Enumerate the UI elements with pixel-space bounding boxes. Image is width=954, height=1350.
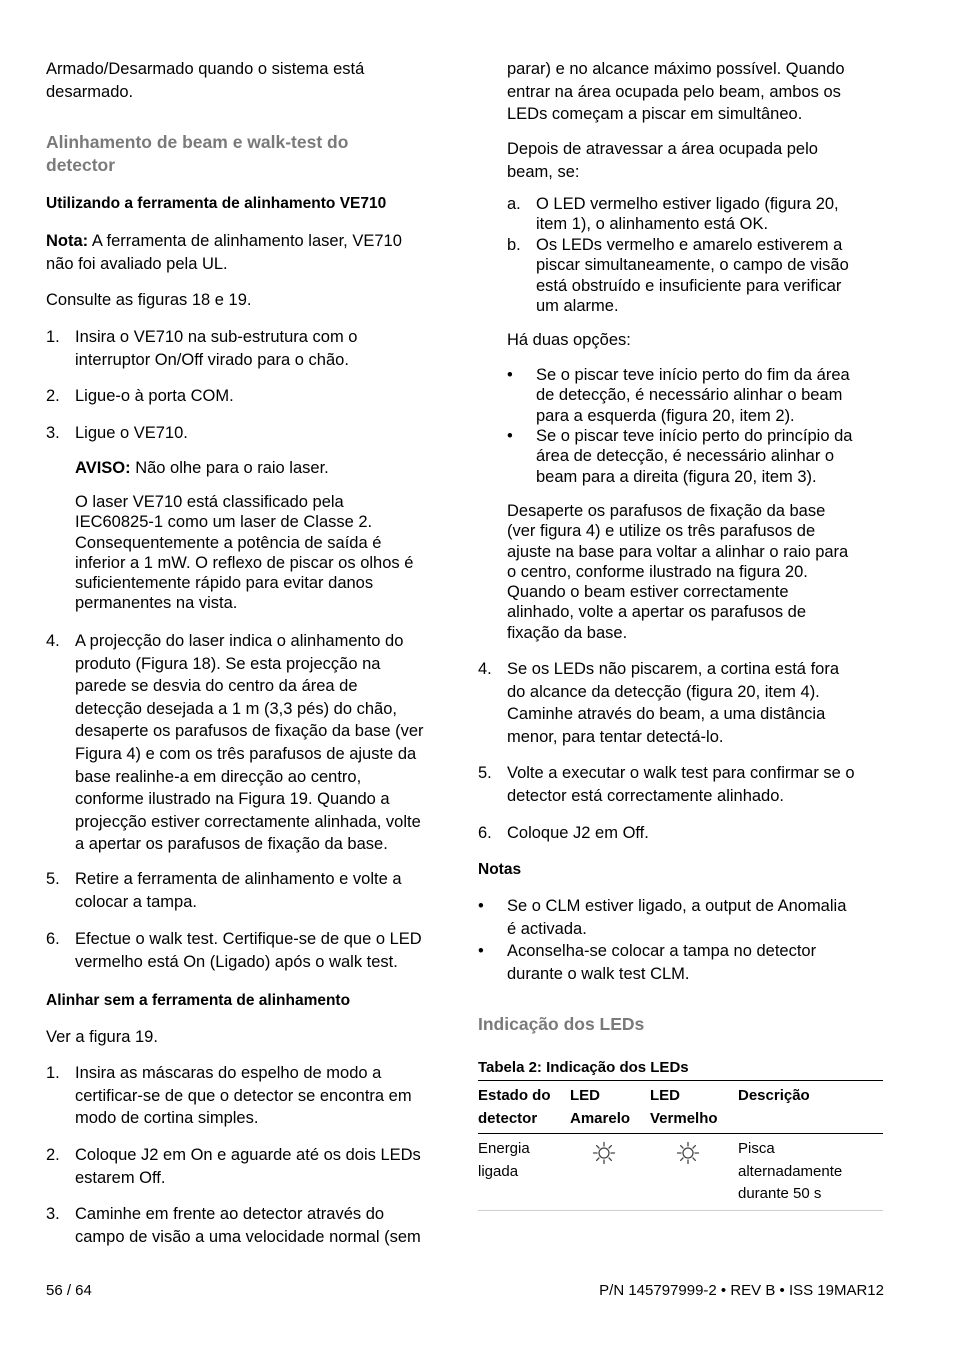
- list-item: • Se o piscar teve início perto do princípio da área de detecção, é necessário alinhar o beam para a direita (figura 20, item 3).: [507, 427, 853, 486]
- list-item: 2. Ligue-o à porta COM.: [46, 387, 234, 405]
- header-led-amarelo: LED Amarelo: [570, 1087, 631, 1127]
- subheading-tool: Utilizando a ferramenta de alinhamento VE710: [46, 195, 387, 212]
- led-flashing-icon: [592, 1141, 616, 1165]
- header-descricao: Descrição: [738, 1087, 810, 1104]
- list-item: 5. Volte a executar o walk test para confirmar se o detector está correctamente alinhado.: [478, 764, 855, 805]
- list-item: b. Os LEDs vermelho e amarelo estiverem a piscar simultaneamente, o campo de visão está obstruído e insuficiente para verificar um alarme.: [507, 236, 849, 315]
- consulte-paragraph: Consulte as figuras 18 e 19.: [46, 291, 252, 309]
- aviso-paragraph: AVISO: Não olhe para o raio laser.: [75, 459, 329, 477]
- ver-paragraph: Ver a figura 19.: [46, 1028, 158, 1046]
- cell-estado: Energia ligada: [478, 1140, 530, 1180]
- cell-amarelo: [570, 1134, 650, 1211]
- intro-paragraph: Armado/Desarmado quando o sistema está desarmado.: [46, 60, 365, 101]
- depois-paragraph: Depois de atravessar a área ocupada pelo beam, se:: [507, 140, 818, 181]
- led-table: [478, 1080, 883, 1211]
- list-item: 6. Efectue o walk test. Certifique-se de que o LED vermelho está On (Ligado) após o walk test.: [46, 930, 422, 971]
- desaperte-paragraph: Desaperte os parafusos de fixação da base (ver figura 4) e utilize os três parafusos de ajuste na base para voltar a alinhar o raio para o centro, conforme ilustrado na figura 20. Quando o beam estiver correctamente alinhado, volte a apertar os parafusos de fixação da base.: [507, 502, 849, 642]
- header-estado: Estado do detector: [478, 1087, 551, 1127]
- table-row: [478, 1134, 883, 1211]
- section-heading-leds: Indicação dos LEDs: [478, 1014, 645, 1034]
- page-number: 56 / 64: [46, 1282, 92, 1299]
- list-item: • Se o piscar teve início perto do fim da área de detecção, é necessário alinhar o beam para a esquerda (figura 20, item 2).: [507, 366, 850, 425]
- list-item: 3. Caminhe em frente ao detector através do campo de visão a uma velocidade normal (sem: [46, 1205, 421, 1246]
- cell-vermelho: [650, 1134, 738, 1211]
- table-caption: Tabela 2: Indicação dos LEDs: [478, 1059, 689, 1076]
- continuation-paragraph: parar) e no alcance máximo possível. Quando entrar na área ocupada pelo beam, ambos os LEDs começam a piscar em simultâneo.: [507, 60, 845, 124]
- list-item: • Aconselha-se colocar a tampa no detector durante o walk test CLM.: [478, 942, 817, 983]
- header-led-vermelho: LED Vermelho: [650, 1087, 718, 1127]
- subheading-without-tool: Alinhar sem a ferramenta de alinhamento: [46, 992, 351, 1009]
- led-flashing-icon: [676, 1141, 700, 1165]
- list-item: 1. Insira as máscaras do espelho de modo a certificar-se de que o detector se encontra em modo de cortina simples.: [46, 1064, 412, 1128]
- section-heading-alignment: Alinhamento de beam e walk-test do detector: [46, 132, 349, 175]
- table-header-row: [478, 1081, 883, 1134]
- ha-duas-paragraph: Há duas opções:: [507, 331, 631, 349]
- nota-paragraph: Nota: A ferramenta de alinhamento laser, VE710 não foi avaliado pela UL.: [46, 232, 402, 273]
- list-item: 1. Insira o VE710 na sub-estrutura com o interruptor On/Off virado para o chão.: [46, 328, 358, 369]
- list-item: • Se o CLM estiver ligado, a output de Anomalia é activada.: [478, 897, 847, 938]
- part-number: P/N 145797999-2 • REV B • ISS 19MAR12: [599, 1282, 884, 1299]
- list-item: 5. Retire a ferramenta de alinhamento e volte a colocar a tampa.: [46, 870, 402, 911]
- notas-title: Notas: [478, 861, 522, 878]
- led-table-wrapper: [478, 1080, 884, 1211]
- list-item: 3. Ligue o VE710.: [46, 424, 188, 442]
- list-item: 2. Coloque J2 em On e aguarde até os dois LEDs estarem Off.: [46, 1146, 421, 1187]
- list-item: 4. A projecção do laser indica o alinhamento do produto (Figura 18). Se esta projecção na parede se desvia do centro da área de detecção desejada a 1 m (3,3 pés) do chão, desaperte os parafusos de fixação da base (ver Figura 4) e com os três parafusos de ajuste da base realinhe-a em direcção ao centro, conforme ilustrado na Figura 19. Quando a projecção estiver correctamente alinhada, volte a apertar os parafusos de fixação da base.: [46, 632, 424, 854]
- list-item: 4. Se os LEDs não piscarem, a cortina está fora do alcance da detecção (figura 20, item 4). Caminhe através do beam, a uma distância menor, para tentar detectá-lo.: [478, 660, 839, 746]
- list-item: 6. Coloque J2 em Off.: [478, 824, 649, 842]
- laser-paragraph: O laser VE710 está classificado pela IEC60825-1 como um laser de Classe 2. Consequentemente a potência de saída é inferior a 1 mW. O reflexo de piscar os olhos é suficientemente rápido para evitar danos permanentes na vista.: [75, 493, 414, 613]
- cell-descricao: Pisca alternadamente durante 50 s: [738, 1140, 843, 1202]
- list-item: a. O LED vermelho estiver ligado (figura 20, item 1), o alinhamento está OK.: [507, 195, 839, 234]
